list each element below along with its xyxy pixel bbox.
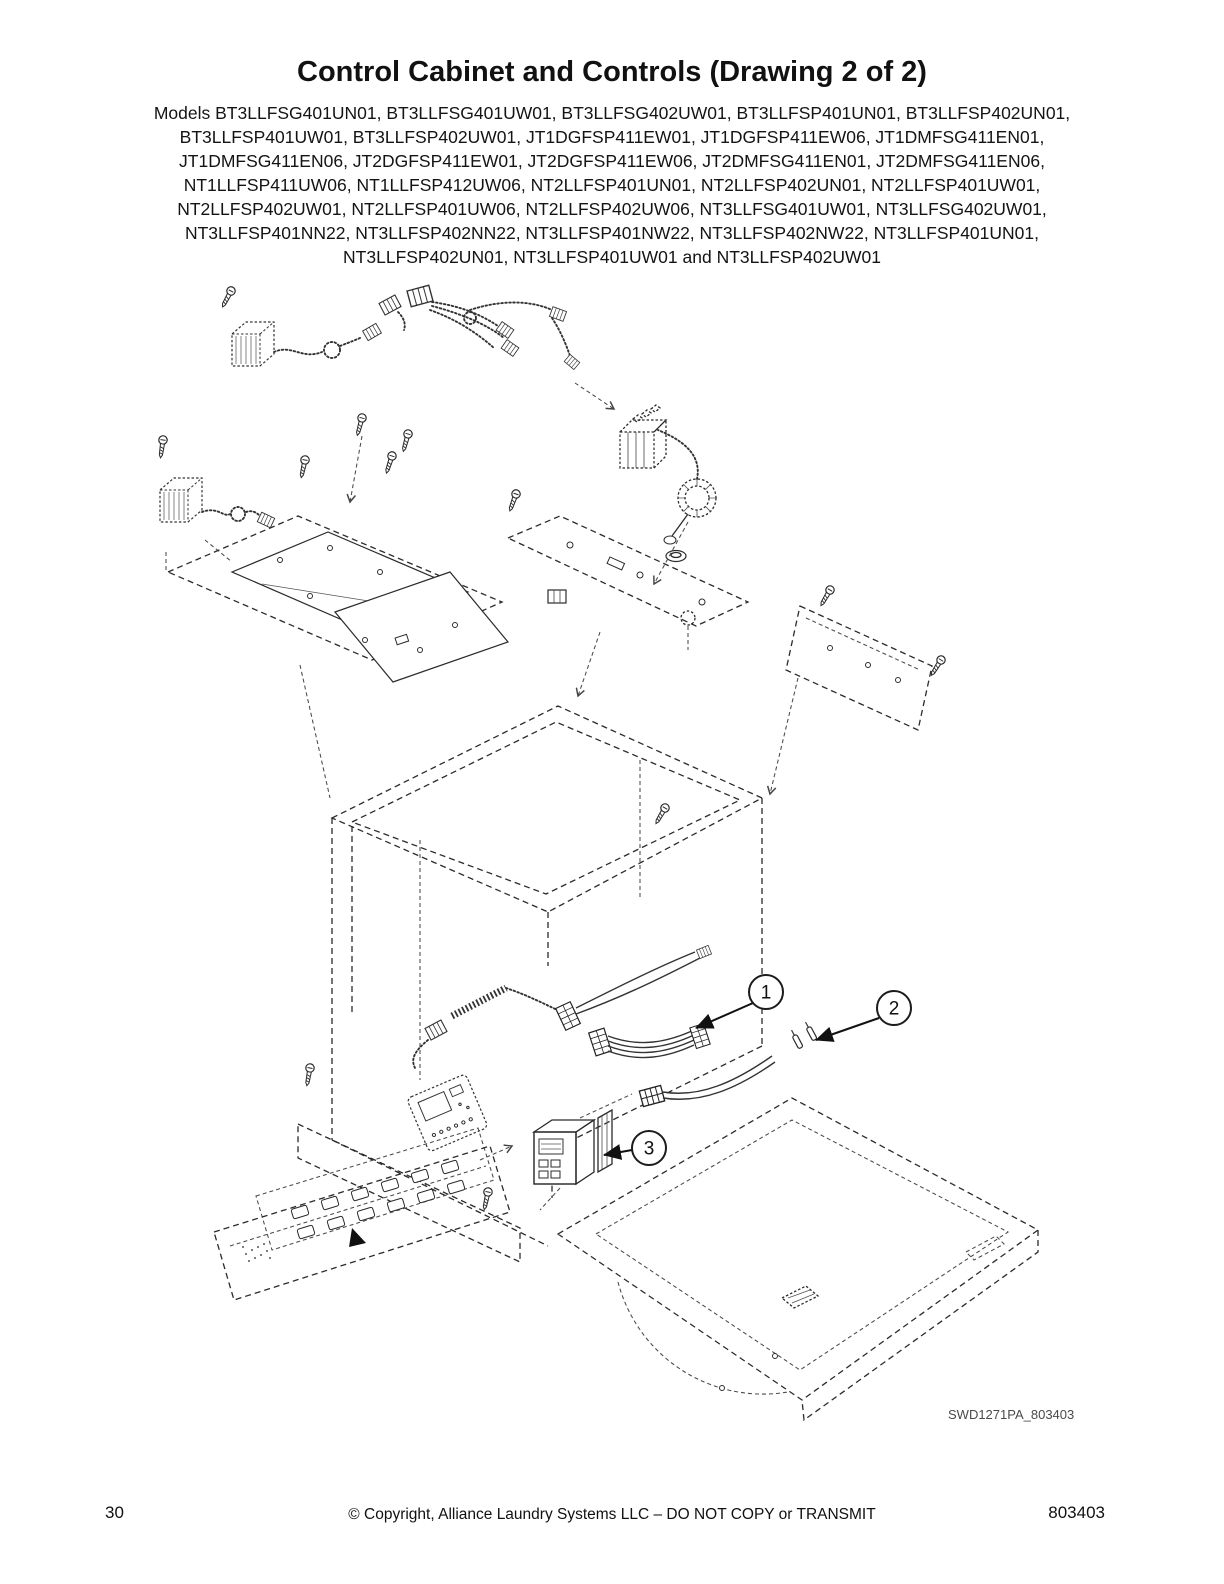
cabinet-frame xyxy=(298,706,762,1262)
model-list-line: NT1LLFSP411UW06, NT1LLFSP412UW06, NT2LLFSP401UN01, NT2LLFSP402UN01, NT2LLFSP401UW01, xyxy=(183,175,1041,195)
model-list-line: NT2LLFSP402UW01, NT2LLFSP401UW06, NT2LLFSP402UW06, NT3LLFSG401UW01, NT3LLFSG402UW01, xyxy=(177,199,1047,219)
cursor-marker xyxy=(349,1228,366,1247)
fascia-texture-dots xyxy=(242,1243,271,1262)
harness-item-1 xyxy=(589,1024,711,1058)
page-number: 30 xyxy=(105,1503,124,1522)
contactor xyxy=(620,405,666,468)
callout-3-label: 3 xyxy=(643,1138,655,1160)
model-list-line: Models BT3LLFSG401UN01, BT3LLFSG401UW01, BT3LLFSG402UW01, BT3LLFSP401UN01, BT3LLFSP402UN01, xyxy=(153,103,1071,123)
rear-panel xyxy=(770,606,932,794)
callout-2-label: 2 xyxy=(888,998,900,1020)
model-list-line: JT1DMFSG411EN06, JT2DGFSP411EW01, JT2DGFSP411EW06, JT2DMFSG411EN01, JT2DMFSG411EN06, xyxy=(179,151,1045,171)
callout-2 xyxy=(816,991,911,1040)
cabinet-top-panel xyxy=(558,1098,1038,1420)
harness-item-2 xyxy=(639,1021,817,1107)
mounting-plate-assembly xyxy=(168,516,508,798)
callout-1-label: 1 xyxy=(760,982,772,1004)
document-number: 803403 xyxy=(1048,1503,1105,1522)
top-harness-group xyxy=(219,285,614,409)
small-terminal-block xyxy=(548,590,566,603)
transformer-top-left xyxy=(232,322,274,366)
drawing-code: SWD1271PA_803403 xyxy=(948,1407,1075,1422)
model-list-line: NT3LLFSP401NN22, NT3LLFSP402NN22, NT3LLFSP401NW22, NT3LLFSP402NW22, NT3LLFSP401UN01, xyxy=(184,223,1039,243)
screw-fasteners xyxy=(156,413,946,1211)
transformer-left xyxy=(160,478,275,572)
model-list-line: BT3LLFSP401UW01, BT3LLFSP402UW01, JT1DGFSP411EW01, JT1DGFSP411EW06, JT1DMFSG411EN01, xyxy=(179,127,1045,147)
control-board xyxy=(407,1074,489,1152)
copyright-notice: © Copyright, Alliance Laundry Systems LLC – DO NOT COPY or TRANSMIT xyxy=(348,1506,876,1523)
callout-3 xyxy=(604,1131,666,1165)
support-bracket xyxy=(508,516,748,696)
callout-1 xyxy=(696,975,783,1028)
pressure-switch xyxy=(654,430,716,584)
page-title: Control Cabinet and Controls (Drawing 2 of 2) xyxy=(297,56,927,88)
model-list-line: NT3LLFSP402UN01, NT3LLFSP401UW01 and NT3LLFSP402UW01 xyxy=(343,247,881,267)
